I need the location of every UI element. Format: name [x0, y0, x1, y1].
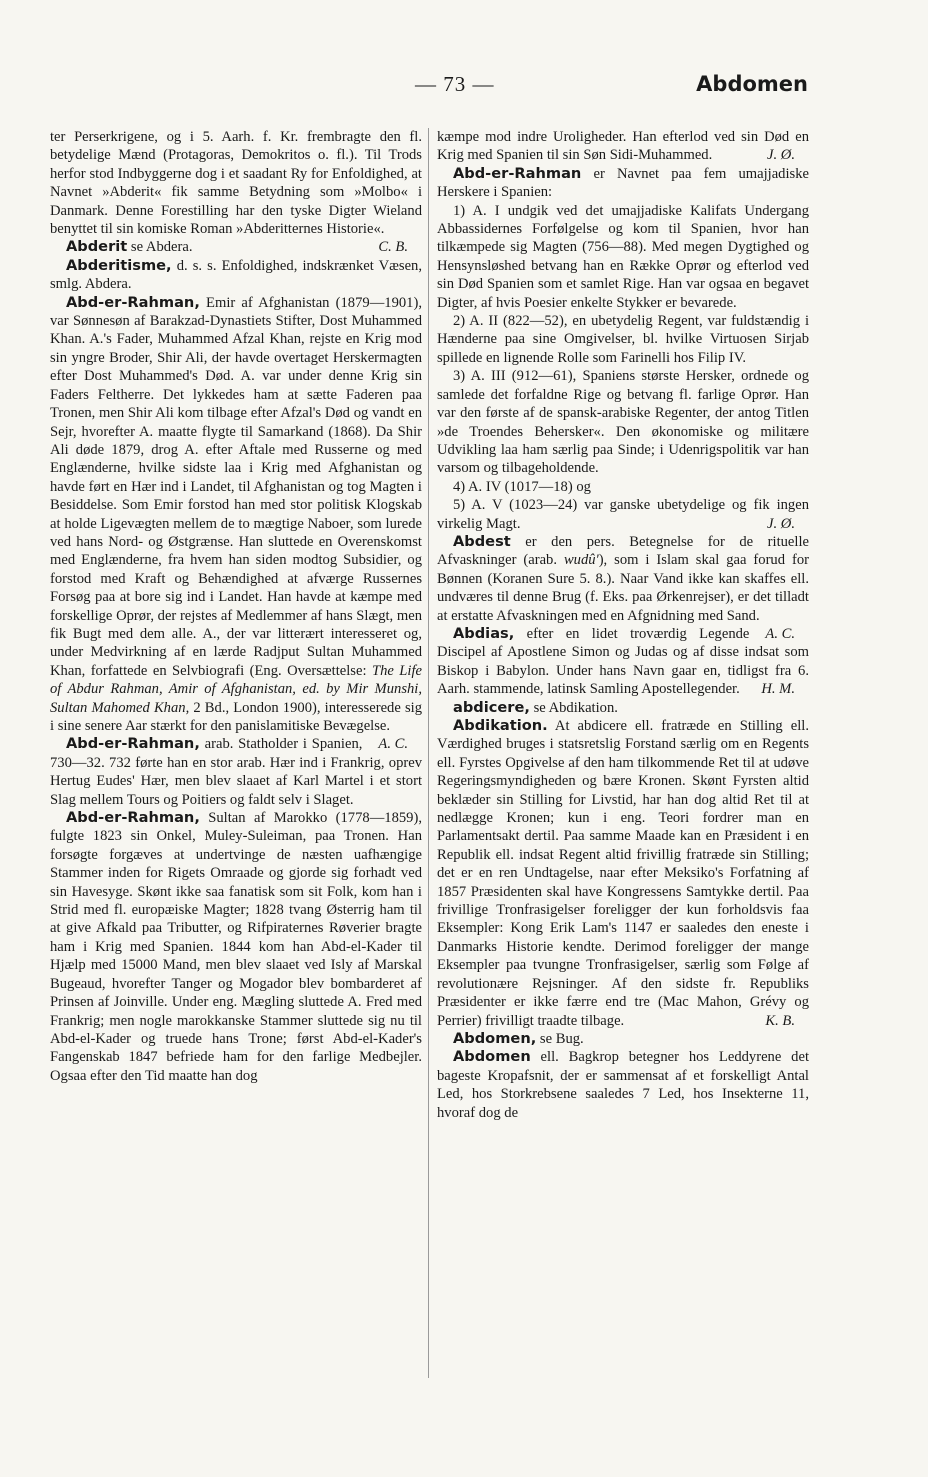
sub-entry-5: 5) A. V (1023—24) var ganske ubetydelige og fik ingen virkelig Magt. J. Ø. — [437, 497, 809, 532]
entry-abd-er-rahman-spanien: Abd-er-Rahman er Navnet paa fem umajjadiske Herskere i Spanien: — [437, 164, 809, 201]
running-head: Abdomen — [696, 72, 808, 96]
entry-abderit: Abderit se Abdera. — [66, 238, 193, 256]
headword: Abd-er-Rahman, — [66, 293, 200, 311]
headword: Abd-er-Rahman — [453, 164, 582, 182]
author-signature: K. B. — [765, 1012, 795, 1029]
entry-abd-er-rahman-statholder: Abd-er-Rahman, arab. Statholder i Spanien, 730—32. 732 førte han en stor arab. Hær ind i Frankrig, oprev Hertug Eudes' Hær, men blev slaaet af Karl Martel i et stort Slag mellem Tours og Poitiers og faldt selv i Slaget. — [50, 735, 422, 808]
headword: abdicere, — [453, 698, 530, 716]
right-column — [437, 128, 809, 1122]
sub-entry-2: 2) A. II (822—52), en ubetydelig Regent, var fuldstændig i Hænderne paa sine Omgivelser, bl. hvilke Virtuosen Sirjab spillede en lignende Rolle som Farinelli hos Filip IV. — [437, 313, 809, 366]
author-signature: C. B. — [378, 239, 408, 256]
entry-abd-er-rahman-emir: Abd-er-Rahman, Emir af Afghanistan (1879—1901), var Sønnesøn af Barakzad-Dynastiets Stifter, Dost Muhammed Khan. A.'s Fader, Muhammed Afzal Khan, rejste en Krig mod sin yngre Broder, Shir Ali, der havde overtaget Herskermagten efter Dost Muhammed's Død. A. var under denne Krig sin Faders Feltherre. Det lykkedes ham at sætte Faderen paa Tronen, men Shir Ali kom tilbage efter Afzal's Død og vandt en Sejr, hvorefter A. maatte flygte til Samarkand (1868). Da Shir Ali døde 1879, drog A. efter Aftale med Russerne og med Englænderne, hvilke sidste laa i Krig med Afghanistan og havde ført en Hær ind i Landet, til Afghanistan og tog Magten i Besiddelse. Som Emir forstod han med stor politisk Klogskab at holde Ligevægten mellem de to mægtige Naboer, som lurede ved hans Nord- og Østgrænse. Han sluttede en Overenskomst med Englænderne, fra hvem han siden modtog Subsidier, og forstod med Kraft og Behændighed at afværge Russernes Forsøg paa at bore sig ind i Landet. Han havde at kæmpe med forskellige Oprør, der rejstes af Medlemmer af hans Slægt, men fik Bugt med dem alle. A., der var litterært interesseret og, under Medvirkning af en lærde Radjput Sultan Muhammed Khan, forfattede en Selvbiografi (Eng. Oversættelse: The Life of Abdur Rahman, Amir of Afghanistan, ed. by Mir Munshi, Sultan Mahomed Khan, 2 Bd., London 1900), interesserede sig i sine senere Aar stærkt for den panislamitiske Bevægelse. A. C. — [50, 293, 422, 753]
author-signature: A. C. — [765, 625, 795, 642]
headword: Abderit — [66, 238, 128, 256]
entry-abdest: Abdest er den pers. Betegnelse for de rituelle Afvaskninger (arab. wudû'), som i Islam skal gaa forud for Bønnen (Koranen Sure 5. 8.). Naar Vand ikke kan skaffes ell. undværes til denne Brug (f. Eks. paa Ørkenrejser), er det tilladt at erstatte Afvaskningen med en Afgnidning med Sand. A. C. — [437, 532, 809, 642]
entry-continuation: kæmpe mod indre Uroligheder. Han efterlod ved sin Død en Krig med Spanien til sin Søn Sidi-Muhammed. J. Ø. — [437, 129, 809, 164]
entry-abderitisme: Abderitisme, d. s. s. Enfoldighed, indskrænket Væsen, smlg. Abdera. — [50, 256, 422, 293]
headword: Abd-er-Rahman, — [66, 735, 200, 753]
headword: Abdest — [453, 532, 511, 550]
sub-entry-1: 1) A. I undgik ved det umajjadiske Kalifats Undergang Abbassidernes Forfølgelse og kom til Spanien, hvor han tilkæmpede sig Magten (756—88). Med megen Dygtighed og Hensynsløshed betvang han en Række Oprør og efterlod ved sin Død Spanien som et samlet Rige. Han var ogsaa en begavet Digter, af hvis Poesier enkelte Stykker er bevarede. — [437, 202, 809, 311]
headword: Abdomen, — [453, 1029, 537, 1047]
page-number: — 73 — — [415, 72, 495, 96]
entry-abd-er-rahman-sultan: Abd-er-Rahman, Sultan af Marokko (1778—1859), fulgte 1823 sin Onkel, Muley-Suleiman, paa Tronen. Han forsøgte forgæves at undertvinge de næsten uafhængige Stammer inden for Rigets Omraade og gjorde sig forhadt ved sin Havesyge. Skønt ikke saa fanatisk som sit Folk, kom han i Strid med fl. europæiske Magter; 1828 tvang Østerrig ham til at give Afkald paa Tributter, og Rifpiraternes Røverier bragte ham i Krig med Spanien. 1844 kom han Abd-el-Kader til Hjælp med 15000 Mand, men blev slaaet ved Isly af Marskal Bugeaud, hvorefter Tanger og Mogador blev bombarderet af Prinsen af Joinville. Under eng. Mægling sluttede A. Fred med Frankrig; men nogle marokkanske Stammer sluttede sig nu til Abd-el-Kader og truede hans Trone; først Abd-el-Kader's Fangenskab 1847 befriede ham for den farlige Medbejler. Ogsaa efter den Tid maatte han dog — [50, 809, 422, 1084]
headword: Abdias, — [453, 624, 515, 642]
headword: Abderitisme, — [66, 256, 172, 274]
left-column — [50, 128, 422, 1085]
entry-abdicere: abdicere, se Abdikation. — [453, 698, 618, 716]
entry-abdikation: Abdikation. At abdicere ell. fratræde en Stilling ell. Værdighed bruges i statsretslig Forstand særlig om en Regents ell. Fyrstes Opgivelse af den ham tilkommende Ret til at udøve Regeringsmyndigheden og bære Kronen. Skønt Fyrsten altid beklæder sin Stilling for Livstid, har han dog altid Ret til at nedlægge Kronen; kun i eng. Teori fordrer man en Parlamentsakt dertil. Paa samme Maade kan en Præsident i en Republik ell. indsat Regent altid frivillig fratræde sin Stilling; det er en ren Undtagelse, naar efter Meksiko's Forfatning af 1857 Præsidenten skal have Kongressens Samtykke dertil. Paa frivillige Tronfrasigelser foreligger der kun forholdsvis faa Eksempler: Kong Erik Lam's 1147 er saaledes den eneste i Danmarks Historie kendte. Derimod foreligger der mange Eksempler paa tvungne Tronfrasigelser, særlig som Følge af revolutionære Rejsninger. Af den sidste fr. Republiks Præsidenter er ikke færre end tre (Mac Mahon, Grévy og Perrier) frivilligt traadte tilbage. K. B. — [437, 717, 809, 1029]
entry-abdomen-ref: Abdomen, se Bug. — [453, 1029, 584, 1047]
author-signature: J. Ø. — [767, 147, 795, 164]
headword: Abdikation. — [453, 717, 548, 734]
sub-entry-4: 4) A. IV (1017—18) og — [453, 478, 591, 495]
column-divider — [428, 128, 429, 1378]
entry-abdomen: Abdomen ell. Bagkrop betegner hos Leddyrene det bageste Kropafsnit, der er sammensat af et forskelligt Antal Led, hos Storkrebsene saaledes 7 Led, hos Insekterne 11, hvoraf dog de — [437, 1048, 809, 1121]
headword: Abd-er-Rahman, — [66, 809, 200, 827]
author-signature: J. Ø. — [767, 515, 795, 532]
author-signature: H. M. — [761, 681, 795, 698]
headword: Abdomen — [453, 1048, 531, 1066]
entry-continuation: ter Perserkrigene, og i 5. Aarh. f. Kr. frembragte den fl. betydelige Mænd (Protagoras, Demokritos o. fl.). Til Trods herfor stod Indbyggerne dog i et saadant Ry for Enfoldighed, at Navnet »Abderit« fik samme Betydning som »Molbo« i Danmark. Denne Forestilling har den tyske Digter Wieland benyttet til sin komiske Roman »Abderitternes Historie«. C. B. — [50, 129, 422, 256]
author-signature: A. C. — [378, 736, 408, 753]
page-header — [40, 70, 808, 110]
entry-abdias: Abdias, efter en lidet troværdig Legende Discipel af Apostlene Simon og Judas og af disse indsat som Biskop i Babylon. Under hans Navn gaar en, tidligst fra 6. Aarh. stammende, latinsk Samling Apostellegender. H. M. — [437, 624, 809, 698]
sub-entry-3: 3) A. III (912—61), Spaniens største Hersker, ordnede og samlede det forfaldne Rige og betvang fl. farlige Oprør. Han var den første af de spansk-arabiske Regenter, der antog Titlen »de Troendes Behersker«. Den økonomiske og militære Udvikling laa ham særlig paa Sinde; i Udenrigspolitik var han varsom og tilbageholdende. — [437, 368, 809, 477]
